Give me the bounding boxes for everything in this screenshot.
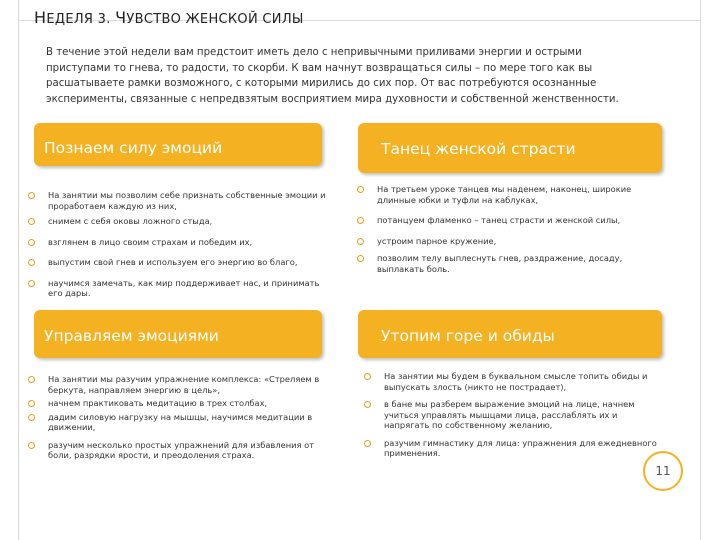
title-part-1: ЕДЕЛЯ 3.	[46, 12, 116, 27]
title-part-2: УВСТВО ЖЕНСКОЙ СИЛЫ	[126, 12, 304, 27]
section-heading-box-dance	[358, 123, 662, 173]
list-item: начнем практиковать медитацию в трех столбах,	[28, 398, 328, 409]
list-item: разучим гимнастику для лица: упражнения для ежедневного применения.	[364, 438, 664, 459]
section-heading-box-emotions	[34, 123, 322, 166]
section-list-emotions	[28, 190, 328, 299]
section-list-grief	[364, 371, 664, 459]
frame-left-line	[18, 0, 19, 540]
title-capital-1: Н	[34, 8, 47, 27]
list-item: На занятии мы будем в буквальном смысле топить обиды и выпускать злость (никто не пострадает),	[364, 371, 664, 392]
list-item: На занятии мы позволим себе признать собственные эмоции и проработаем каждую из них,	[28, 190, 328, 211]
list-item: выпустим свой гнев и используем его энергию во благо,	[28, 257, 328, 268]
list-item: На третьем уроке танцев мы наденем, наконец, широкие длинные юбки и туфли на каблуках,	[357, 184, 667, 205]
section-heading: Утопим горе и обиды	[381, 327, 555, 345]
section-heading: Управляем эмоциями	[44, 327, 219, 345]
list-item: потанцуем фламенко – танец страсти и женской силы,	[357, 215, 667, 226]
section-heading: Познаем силу эмоций	[44, 139, 223, 157]
section-heading: Танец женской страсти	[381, 140, 576, 158]
list-item: взглянем в лицо своим страхам и победим их,	[28, 237, 328, 248]
intro-paragraph: В течение этой недели вам предстоит иметь дело с непривычными приливами энергии и острыми приступами то гнева, то радости, то скорби. К вам начнут возвращаться силы – по мере того как вы расшатываете рамки возможного, с которыми мирились до сих пор. От вас потребуются осознанные эксперименты, связанные с непредвзятым восприятием мира духовности и собственной женственности.	[46, 47, 619, 105]
section-heading-box-manage	[34, 310, 322, 358]
section-list-dance	[357, 184, 667, 274]
title-capital-2: Ч	[115, 8, 127, 27]
section-list-manage	[28, 374, 328, 461]
list-item: устроим парное кружение,	[357, 236, 667, 247]
list-item: позволим телу выплеснуть гнев, раздражение, досаду, выплакать боль.	[357, 253, 667, 274]
list-item: научимся замечать, как мир поддерживает нас, и принимать его дары.	[28, 278, 328, 299]
list-item: дадим силовую нагрузку на мышцы, научимся медитации в движении,	[28, 412, 328, 433]
list-item: в бане мы разберем выражение эмоций на лице, начнем учиться управлять мышцами лица, расслаблять их и напрягать по собственному желанию,	[364, 399, 664, 431]
page-title	[34, 8, 304, 27]
list-item: На занятии мы разучим упражнение комплекса: «Стреляем в беркута, направляем энергию в цель»,	[28, 374, 328, 395]
section-heading-box-grief	[358, 310, 662, 358]
list-item: разучим несколько простых упражнений для избавления от боли, разрядки ярости, и преодоления страха.	[28, 440, 328, 461]
list-item: снимем с себя оковы ложного стыда,	[28, 216, 328, 227]
frame-right-line	[700, 0, 701, 540]
page-number-badge: 11	[643, 451, 683, 491]
